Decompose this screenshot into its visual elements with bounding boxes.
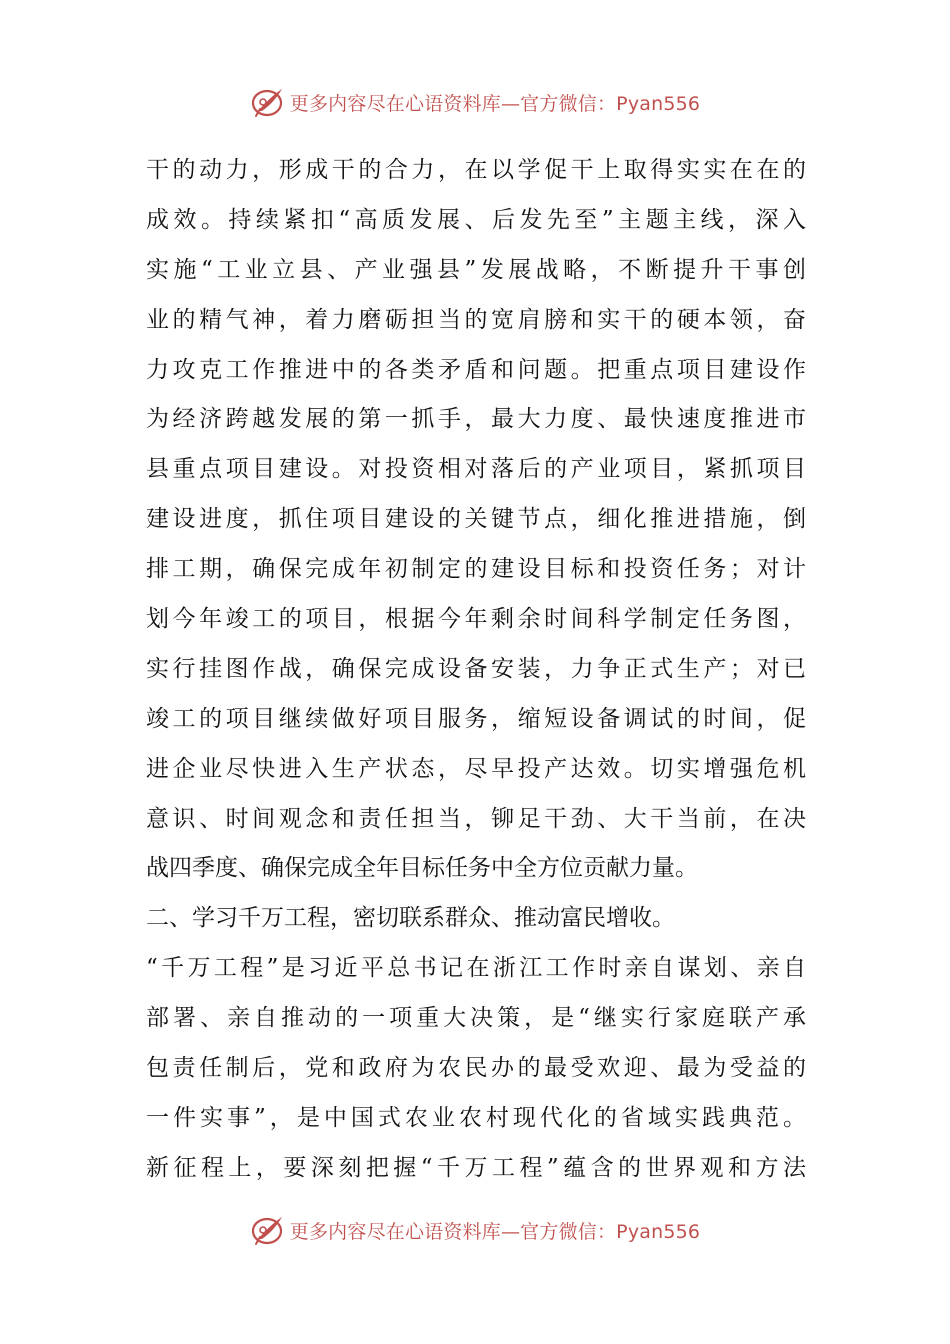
body-line: 实行挂图作战，确保完成设备安装，力争正式生产；对已 (146, 655, 806, 682)
body-line: 成效。持续紧扣“高质发展、后发先至”主题主线，深入 (146, 206, 806, 233)
body-line: 划今年竣工的项目，根据今年剩余时间科学制定任务图， (146, 606, 806, 633)
header-wechat-id: Pyan556 (616, 92, 701, 115)
body-line: 力攻克工作推进中的各类矛盾和问题。把重点项目建设作 (146, 356, 806, 383)
body-line: 实施“工业立县、产业强县”发展战略，不断提升干事创 (146, 256, 806, 283)
body-line: 包责任制后，党和政府为农民办的最受欢迎、最为受益的 (146, 1055, 806, 1082)
body-line: 战四季度、确保完成全年目标任务中全方位贡献力量。 (146, 855, 698, 882)
quill-logo-icon (250, 85, 286, 119)
body-line: 为经济跨越发展的第一抓手，最大力度、最快速度推进市 (146, 406, 806, 433)
body-line: “千万工程”是习近平总书记在浙江工作时亲自谋划、亲自 (146, 955, 806, 982)
header-watermark (0, 82, 950, 122)
document-body (146, 146, 806, 1194)
body-line: 排工期，确保完成年初制定的建设目标和投资任务；对计 (146, 556, 806, 583)
footer-watermark (0, 1210, 950, 1250)
footer-watermark-text: 更多内容尽在心语资料库—官方微信： (289, 1220, 617, 1243)
section-heading: 二、学习千万工程，密切联系群众、推动富民增收。 (146, 905, 675, 932)
body-line: 县重点项目建设。对投资相对落后的产业项目，紧抓项目 (146, 456, 806, 483)
footer-wechat-id: Pyan556 (616, 1220, 701, 1243)
header-watermark-text: 更多内容尽在心语资料库—官方微信： (289, 92, 617, 115)
body-line: 意识、时间观念和责任担当，铆足干劲、大干当前，在决 (146, 805, 806, 832)
body-line: 新征程上，要深刻把握“千万工程”蕴含的世界观和方法 (146, 1154, 806, 1181)
body-line: 建设进度，抓住项目建设的关键节点，细化推进措施，倒 (146, 506, 806, 533)
body-line: 一件实事”，是中国式农业农村现代化的省域实践典范。 (146, 1104, 806, 1131)
body-line: 竣工的项目继续做好项目服务，缩短设备调试的时间，促 (146, 705, 806, 732)
quill-logo-icon (250, 1213, 286, 1247)
body-line: 业的精气神，着力磨砺担当的宽肩膀和实干的硬本领，奋 (146, 306, 806, 333)
body-line: 进企业尽快进入生产状态，尽早投产达效。切实增强危机 (146, 755, 806, 782)
body-line: 干的动力，形成干的合力，在以学促干上取得实实在在的 (146, 157, 806, 183)
body-line: 部署、亲自推动的一项重大决策，是“继实行家庭联产承 (146, 1005, 806, 1032)
